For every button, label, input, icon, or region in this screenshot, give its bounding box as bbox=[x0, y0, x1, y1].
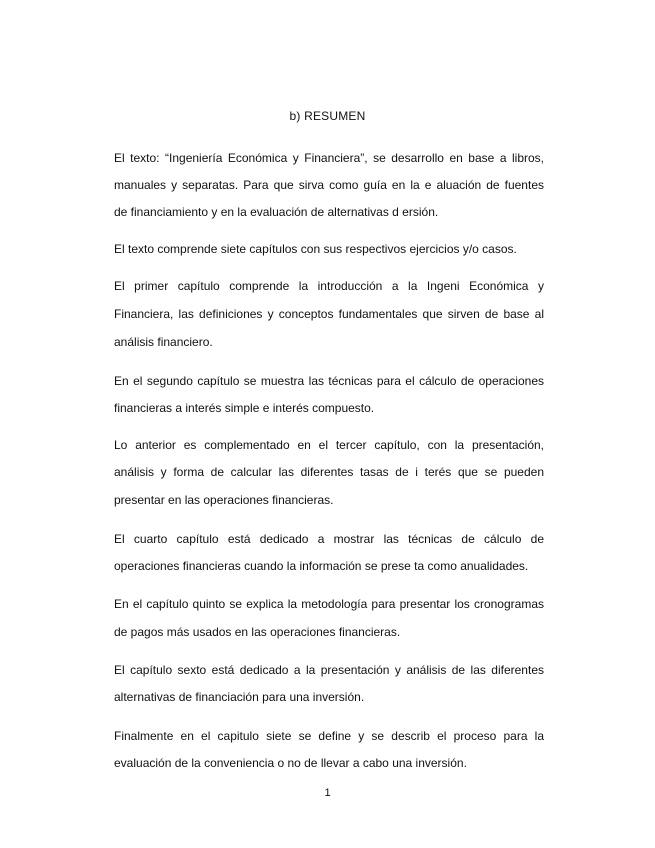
paragraph-9-line-2: evaluación de la conveniencia o no de llevar a cabo una inversión. bbox=[114, 756, 467, 770]
paragraph-6-line-2: operaciones financieras cuando la información se prese ta como anualidades. bbox=[114, 559, 529, 573]
paragraph-1-line-2: manuales y separatas. Para que sirva como guía en la e aluación de fuentes bbox=[114, 178, 544, 192]
paragraph-5-line-1: Lo anterior es complementado en el tercer capítulo, con la presentación, bbox=[114, 438, 544, 452]
paragraph-3-line-1: El primer capítulo comprende la introducción a la Ingeni Económica y bbox=[114, 279, 544, 293]
page-title: b) RESUMEN bbox=[289, 109, 366, 123]
paragraph-2-line-1: El texto comprende siete capítulos con sus respectivos ejercicios y/o casos. bbox=[114, 242, 517, 256]
paragraph-6-line-1: El cuarto capítulo está dedicado a mostrar las técnicas de cálculo de bbox=[114, 532, 544, 546]
paragraph-3-line-3: análisis financiero. bbox=[114, 335, 213, 349]
paragraph-4-line-1: En el segundo capítulo se muestra las técnicas para el cálculo de operaciones bbox=[114, 374, 544, 388]
paragraph-8-line-2: alternativas de financiación para una inversión. bbox=[114, 690, 365, 704]
paragraph-8-line-1: El capítulo sexto está dedicado a la presentación y análisis de las diferentes bbox=[114, 663, 544, 677]
paragraph-9-line-1: Finalmente en el capitulo siete se define y se describ el proceso para la bbox=[114, 729, 544, 743]
paragraph-4-line-2: financieras a interés simple e interés compuesto. bbox=[114, 401, 375, 415]
paragraph-5-line-3: presentar en las operaciones financieras. bbox=[114, 493, 334, 507]
page-number: 1 bbox=[324, 787, 331, 799]
paragraph-1-line-3: de financiamiento y en la evaluación de alternativas d ersión. bbox=[114, 205, 439, 219]
paragraph-5-line-2: análisis y forma de calcular las diferentes tasas de i terés que se pueden bbox=[114, 465, 544, 479]
paragraph-7-line-2: de pagos más usados en las operaciones financieras. bbox=[114, 625, 401, 639]
paragraph-3-line-2: Financiera, las definiciones y conceptos fundamentales que sirven de base al bbox=[114, 307, 544, 321]
paragraph-1-line-1: El texto: “Ingeniería Económica y Financiera”, se desarrollo en base a libros, bbox=[114, 151, 544, 165]
paragraph-7-line-1: En el capítulo quinto se explica la metodología para presentar los cronogramas bbox=[114, 597, 544, 611]
